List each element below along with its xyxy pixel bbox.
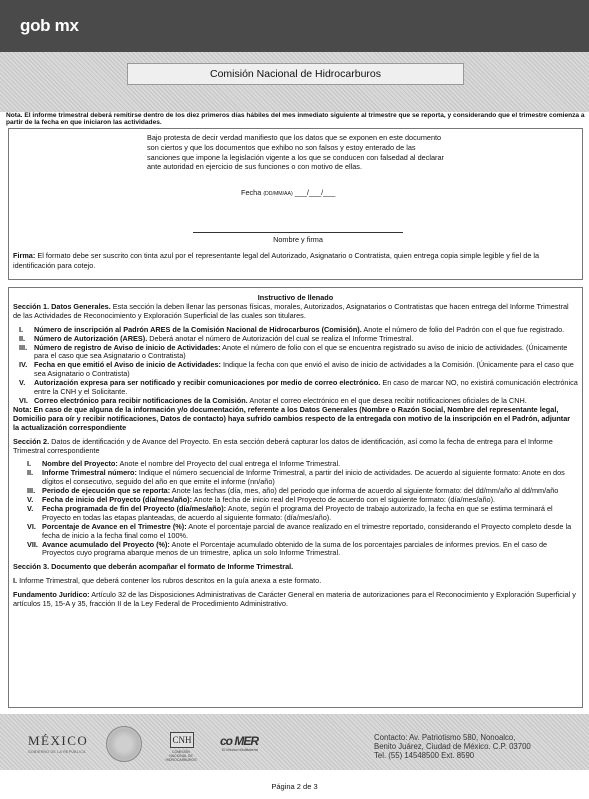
list-item-description: Anotar el correo electrónico en el que desea recibir notificaciones oficiales de la CNH. [247,395,527,405]
firma-note [13,251,573,271]
list-item-number: IV. [19,360,28,370]
list-item [13,505,578,523]
fecha-label: Fecha [241,188,262,197]
section-1-text: Esta sección la deben llenar las personas físicas, morales, Autorizados, Asignatarios o Contratistas que hacen entrega del Informe Trimestral de las Actividades de Reconocimiento y Exploración Superficial de las cuales son titulares. [13,301,569,320]
list-item-description: Anote el porcentaje parcial de avance realizado en el trimestre reportado, considerando el Proyecto completo desde la fecha de inicio a la fecha final como el 100%. [42,521,572,540]
firma-note-bold: Firma: [13,251,36,260]
list-item-number: I. [27,459,32,469]
nota-datos-generales [13,406,578,433]
list-item-text [42,469,578,487]
list-item-description: Indique la fecha con que envió el aviso de inicio de actividades a la Comisión. (Únicamente para el caso que sea Asignatario o Contratista) [34,360,574,379]
list-item [13,541,578,559]
fecha-blank: ___/___/___ [294,188,336,197]
list-item-number: V. [19,378,26,388]
list-item-text [34,344,578,362]
list-item-number: II. [19,333,26,343]
list-item-bold: Fecha en que emitió el Aviso de inicio de Actividades: [34,360,221,370]
signature-line [193,232,403,233]
list-item-text [34,361,578,379]
list-item [13,361,578,379]
list-item-bold: Correo electrónico para recibir notificaciones de la Comisión. [34,395,248,405]
firma-note-text: El formato debe ser suscrito con tinta azul por el representante legal del Autorizado, Asignatario o Contratista, quien entrega copia simple legible y fiel de la identificación para cotejo. [13,251,540,270]
list-item-number: V. [27,503,34,513]
list-item-bold: Número de inscripción al Padrón ARES de la Comisión Nacional de Hidrocarburos (Comisión). [34,324,362,334]
list-item-number: III. [27,486,36,496]
list-item-bold: Avance acumulado del Proyecto (%): [42,539,170,549]
signature-label: Nombre y firma [273,235,323,244]
instructivo-title: Instructivo de llenado [257,293,334,302]
contact-line: Contacto: Av. Patriotismo 580, Nonoalco, [374,733,516,742]
list-item-text [42,505,578,523]
gobmx-logo[interactable]: gob mx [20,16,79,35]
list-item-description: Anote la fecha de inicio real del Proyecto de acuerdo con el siguiente formato: (día/mes/año). [192,495,496,505]
section-3-heading-text: Sección 3. Documento que deberán acompañar el formato de Informe Trimestral. [13,562,294,572]
list-item-number: VII. [27,539,38,549]
instructivo [13,294,578,609]
comer-logo-text: co MER [220,734,259,748]
list-item-description: Anote el número de folio con el que se encuentra registrado su aviso de inicio de actividades. (Únicamente para el caso que sea Asignatario o Contratista) [34,342,568,361]
fundamento-heading: Fundamento Jurídico: [13,590,90,600]
footer-logos [28,726,358,766]
list-item-description: En caso de marcar NO, no existirá comunicación electrónica entre la CNH y el Solicitante. [34,378,578,397]
section-2-heading: Sección 2. [13,436,50,446]
contact-line: Benito Juárez, Ciudad de México. C.P. 03700 [374,742,531,752]
list-item-number: III. [19,342,28,352]
page-number: Página 2 de 3 [271,782,318,791]
list-item-bold: Fecha programada de fin del Proyecto (día/mes/año): [42,503,227,513]
list-item [13,344,578,362]
section-3-item [13,577,578,586]
cnh-logo-sub: COMISIÓN NACIONAL DE HIDROCARBUROS [165,750,197,762]
declaration-box [8,128,583,280]
nota-datos-generales-text: Nota: En caso de que alguna de la información y/o documentación, referente a los Datos Generales (Nombre o Razón Social, Nombre del representante legal, Domicilio para oír y recibir notificaciones, Datos de contacto) haya sufrido cambios respecto de la entregada con motivo de la inscripción en el Padrón, adjuntar la actualización correspondiente [13,404,571,432]
list-item-description: Anote, según el programa del Proyecto de trabajo autorizado, la fecha en que se estima terminará el Proyecto en todas las etapas planteadas, de acuerdo al siguiente formato: (día/mes/año). [42,503,553,522]
nota-trimestral: Nota. El informe trimestral deberá remitirse dentro de los diez primeros días hábiles del mes inmediato siguiente al trimestre que se reporta, y considerando que el trimestre comienza a partir de la fecha en que iniciaron las actividades. [6,112,585,127]
fecha-field [241,188,335,197]
list-item-text [42,541,578,559]
list-item-description: Deberá anotar el número de Autorización del cual se realiza el Informe Trimestral. [147,333,414,343]
section-2-text: Datos de identificación y de Avance del Proyecto. En esta sección deberá capturar los datos de identificación, así como la fecha de entrega para el Informe Trimestral correspondiente [13,436,553,455]
list-item-number: VI. [27,521,36,531]
declaration-text: Bajo protesta de decir verdad manifiesto que los datos que se exponen en este documento son ciertos y que los documentos que exhibo no son falsos y estoy enterado de las sanciones que impone la legislación vigente a los que se conducen con falsedad al declarar ante autoridad en ejercicio de sus funciones o con motivo de ellas. [147,133,444,172]
list-item-description: Anote el nombre del Proyecto del cual entrega el Informe Trimestral. [117,459,341,469]
list-item-description: Indique el número secuencial de Informe Trimestral, a partir del inicio de actividades. De acuerdo al siguiente formato: Anote en dos dígitos el consecutivo, seguido del año en que emite el informe (nn/año) [42,468,565,487]
list-item-bold: Número de Autorización (ARES). [34,333,148,343]
section-3-heading [13,563,578,572]
list-item-bold: Autorización expresa para ser notificado y recibir comunicaciones por medio de correo electrónico. [34,378,381,388]
list-item [13,523,578,541]
list-item-bold: Periodo de ejecución que se reporta: [42,486,171,496]
list-item-bold: Informe Trimestral número: [42,468,137,478]
section-3-item-num: I. [13,576,18,586]
instructivo-box [8,287,583,708]
list-item-description: Anote el número de folio del Padrón con el que fue registrado. [361,324,565,334]
list-item-text [42,523,578,541]
section-1-list [13,326,578,406]
section-2-intro [13,438,578,456]
list-item-text [34,379,578,397]
list-item-description: Anote el Porcentaje acumulado obtenido de la suma de los porcentajes parciales de informes previos. En el caso de Proyectos cuyo programa abarque menos de un trimestre, aplica un solo Informe Trimestral. [42,539,548,558]
section-1-heading: Sección 1. Datos Generales. [13,301,111,311]
list-item [13,469,578,487]
list-item-description: Anote las fechas (día, mes, año) del periodo que informa de acuerdo al siguiente formato: del dd/mm/año al dd/mm/año [170,486,559,496]
contact-info [374,733,531,761]
list-item-number: I. [19,324,24,334]
list-item-bold: Nombre del Proyecto: [42,459,118,469]
list-item [13,379,578,397]
section-2-list [13,460,578,558]
list-item-number: VI. [19,395,28,405]
gov-header [0,0,589,52]
cnh-logo: CNH [170,732,194,748]
section-1-intro [13,303,578,321]
section-3-item-text: Informe Trimestral, que deberá contener los rubros descritos en la guía anexa a este formato. [17,576,322,586]
list-item-bold: Porcentaje de Avance en el Trimestre (%): [42,521,187,531]
national-seal-icon [106,726,142,762]
page-title: Comisión Nacional de Hidrocarburos [127,63,464,85]
list-item-number: II. [27,468,34,478]
fundamento-juridico [13,591,578,609]
fundamento-text: Artículo 32 de las Disposiciones Administrativas de Carácter General en materia de autorizaciones para el Reconocimiento y Exploración Superficial y artículos 15, 15-A y 35, fracción II de la Ley Federal de Procedimiento Administrativo. [13,590,576,609]
fecha-format: (DD/MM/AA) [263,191,293,197]
mexico-logo: MÉXICO [28,733,89,748]
comer-logo [216,728,260,758]
contact-line: Tel. (55) 14548500 Ext. 8590 [374,751,475,761]
comer-logo-sub: El Mexico Multilateral [222,748,258,752]
mexico-logo-sub: GOBIERNO DE LA REPÚBLICA [28,750,86,754]
list-item-bold: Número de registro de Aviso de inicio de Actividades: [34,342,221,352]
list-item-number: V. [27,495,34,505]
list-item-bold: Fecha de inicio del Proyecto (día/mes/año): [42,495,193,505]
